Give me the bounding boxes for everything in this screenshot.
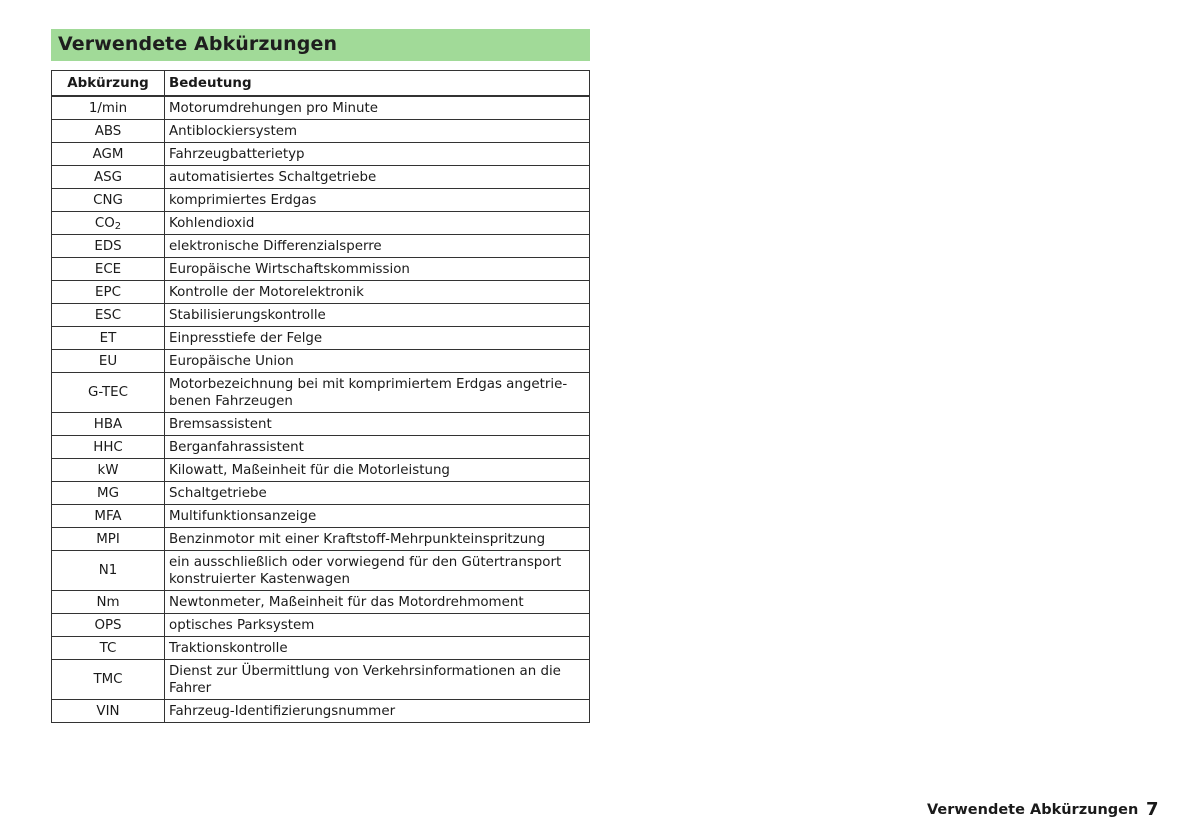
abbreviation-cell <box>52 660 165 700</box>
table-row <box>52 637 590 660</box>
section-heading: Verwendete Abkürzungen <box>58 33 338 55</box>
abbreviation: TMC <box>93 672 123 687</box>
abbreviation-cell <box>52 143 165 166</box>
abbreviation: Nm <box>96 594 120 610</box>
abbreviation: HHC <box>93 439 123 455</box>
table-row <box>52 436 590 459</box>
meaning-cell: Europäische Wirtschaftskommission <box>165 258 590 281</box>
abbreviation-cell <box>52 96 165 120</box>
abbreviation: MPI <box>96 531 120 547</box>
abbreviation: MFA <box>94 508 122 524</box>
meaning-cell: Europäische Union <box>165 350 590 373</box>
abbreviation-cell <box>52 258 165 281</box>
meaning-cell: komprimiertes Erdgas <box>165 189 590 212</box>
abbreviation: EDS <box>94 238 122 254</box>
table-row <box>52 235 590 258</box>
footer-section-title: Verwendete Abkürzungen <box>927 802 1139 818</box>
table-row <box>52 281 590 304</box>
column-header-abbreviation: Abkürzung <box>52 71 165 97</box>
meaning-cell: Benzinmotor mit einer Kraftstoff-Mehrpunkteinspritzung <box>165 528 590 551</box>
meaning-cell: Motorumdrehungen pro Minute <box>165 96 590 120</box>
meaning-cell: Antiblockiersystem <box>165 120 590 143</box>
table-row <box>52 212 590 235</box>
abbreviation-subscript: 2 <box>114 220 122 232</box>
abbreviation: EU <box>98 353 118 369</box>
table-header-row <box>52 71 590 97</box>
abbreviation: VIN <box>96 703 120 719</box>
abbreviation-cell <box>52 235 165 258</box>
table-row <box>52 258 590 281</box>
abbreviation-cell <box>52 459 165 482</box>
abbreviation: TC <box>99 640 117 656</box>
meaning-cell: Kilowatt, Maßeinheit für die Motorleistung <box>165 459 590 482</box>
table-row <box>52 551 590 591</box>
abbreviation-cell <box>52 700 165 723</box>
abbreviation-cell <box>52 413 165 436</box>
abbreviation-cell <box>52 482 165 505</box>
table-row <box>52 459 590 482</box>
meaning-cell: Dienst zur Übermittlung von Verkehrsinformationen an die Fahrer <box>165 660 590 700</box>
meaning-cell: elektronische Differenzialsperre <box>165 235 590 258</box>
abbreviation: G-TEC <box>88 385 128 400</box>
abbreviation-cell <box>52 591 165 614</box>
table-row <box>52 96 590 120</box>
table-row <box>52 350 590 373</box>
abbreviation-cell <box>52 528 165 551</box>
meaning-cell: Einpresstiefe der Felge <box>165 327 590 350</box>
table-row <box>52 304 590 327</box>
abbreviation: ESC <box>94 307 122 323</box>
abbreviation: 1/min <box>88 100 128 116</box>
abbreviation-cell <box>52 551 165 591</box>
meaning-cell: Stabilisierungskontrolle <box>165 304 590 327</box>
table-row <box>52 413 590 436</box>
abbreviation: N1 <box>98 563 118 578</box>
abbreviation-cell <box>52 212 165 235</box>
column-header-meaning: Bedeutung <box>165 71 590 97</box>
page-number: 7 <box>1146 799 1159 820</box>
table-row <box>52 143 590 166</box>
meaning-cell: Bremsassistent <box>165 413 590 436</box>
meaning-cell: Berganfahrassistent <box>165 436 590 459</box>
section-heading-bar <box>51 29 590 61</box>
abbreviation: kW <box>97 462 119 478</box>
abbreviation-cell <box>52 304 165 327</box>
abbreviations-table <box>51 70 590 723</box>
meaning-cell: automatisiertes Schaltgetriebe <box>165 166 590 189</box>
abbreviation: ASG <box>93 169 123 185</box>
table-row <box>52 528 590 551</box>
abbreviation-cell <box>52 281 165 304</box>
table-row <box>52 373 590 413</box>
meaning-cell: optisches Parksystem <box>165 614 590 637</box>
table-row <box>52 614 590 637</box>
abbreviation-cell <box>52 614 165 637</box>
table-row <box>52 189 590 212</box>
table-row <box>52 327 590 350</box>
abbreviation: MG <box>97 485 119 501</box>
table-row <box>52 166 590 189</box>
meaning-cell: Newtonmeter, Maßeinheit für das Motordrehmoment <box>165 591 590 614</box>
meaning-cell: ein ausschließlich oder vorwiegend für den Gütertransport konstruierter Kastenwagen <box>165 551 590 591</box>
table-row <box>52 482 590 505</box>
meaning-cell: Traktionskontrolle <box>165 637 590 660</box>
meaning-cell: Kontrolle der Motorelektronik <box>165 281 590 304</box>
abbreviation-cell <box>52 373 165 413</box>
abbreviation: EPC <box>95 284 121 300</box>
abbreviation: OPS <box>94 617 122 633</box>
abbreviation: ET <box>99 330 117 346</box>
abbreviation-cell <box>52 189 165 212</box>
abbreviation-cell <box>52 350 165 373</box>
abbreviation-cell <box>52 327 165 350</box>
abbreviation-cell <box>52 505 165 528</box>
meaning-cell: Kohlendioxid <box>165 212 590 235</box>
meaning-cell: Fahrzeugbatterietyp <box>165 143 590 166</box>
table-row <box>52 505 590 528</box>
abbreviation: ECE <box>94 261 122 277</box>
abbreviation: HBA <box>93 416 123 432</box>
abbreviation: AGM <box>92 146 124 162</box>
meaning-cell: Schaltgetriebe <box>165 482 590 505</box>
abbreviation: ABS <box>94 123 122 139</box>
abbreviation: CNG <box>93 192 123 208</box>
abbreviation-cell <box>52 166 165 189</box>
meaning-cell: Motorbezeichnung bei mit komprimiertem Erdgas angetrie- benen Fahrzeugen <box>165 373 590 413</box>
abbreviation-cell <box>52 436 165 459</box>
meaning-cell: Multifunktionsanzeige <box>165 505 590 528</box>
abbreviation-cell <box>52 120 165 143</box>
meaning-cell: Fahrzeug-Identifizierungsnummer <box>165 700 590 723</box>
table-row <box>52 660 590 700</box>
table-row <box>52 700 590 723</box>
table-row <box>52 120 590 143</box>
abbreviation-cell <box>52 637 165 660</box>
table-row <box>52 591 590 614</box>
abbreviation: CO <box>94 215 115 231</box>
